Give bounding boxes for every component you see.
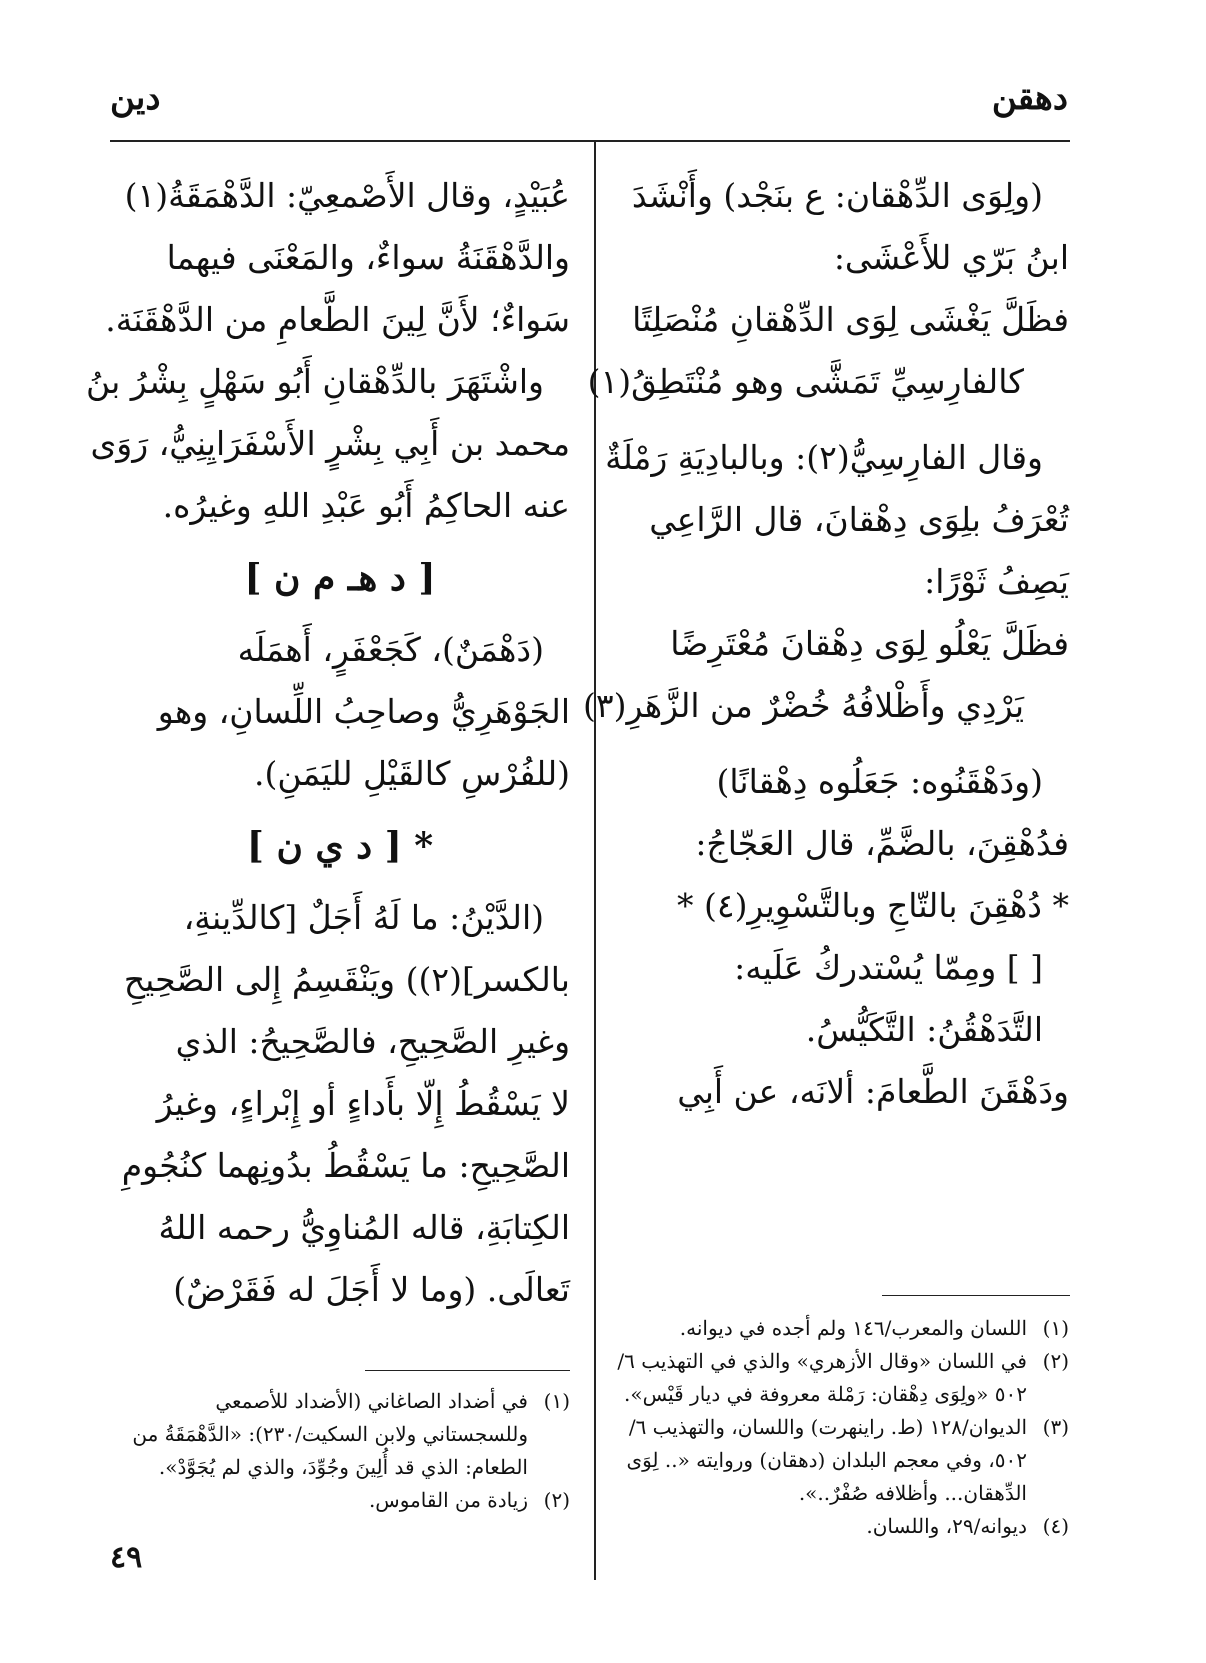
- running-header-right: دهقن: [991, 78, 1068, 118]
- footnote: [110, 1385, 570, 1484]
- text-line: [ ] ومِمّا يُسْتدركُ عَلَيه:: [734, 948, 1043, 987]
- footnote-text: زيادة من القاموس.: [368, 1488, 528, 1512]
- text-line: لا يَسْقُطُ إِلّا بأَداءٍ أو إِبْراءٍ، وغيرُ: [156, 1084, 570, 1123]
- right-column: [583, 165, 1069, 1123]
- footnote-number: (٢): [543, 1488, 570, 1512]
- footnotes-right: [614, 1312, 1069, 1543]
- text-line: الجَوْهَرِيُّ وصاحِبُ اللِّسانِ، وهو: [157, 692, 570, 731]
- footnote: [110, 1484, 570, 1517]
- verse-line: كالفارِسِيِّ تَمَشَّى وهو مُنْتَطِقُ(١): [587, 362, 1024, 401]
- text-line: بالكسر](٢)) ويَنْقَسِمُ إِلى الصَّحِيحِ: [123, 960, 570, 999]
- text-line: تَعالَى. (وما لا أَجَلَ له فَقَرْضٌ): [173, 1270, 570, 1309]
- footnote-text: ديوانه/٢٩، واللسان.: [866, 1514, 1027, 1538]
- footnote: [614, 1411, 1069, 1510]
- text-line: والدَّهْقَنَةُ سواءٌ، والمَعْنَى فيهما: [166, 238, 570, 277]
- footnote-number: (٢): [1042, 1349, 1069, 1373]
- text-line: فدُهْقِنَ، بالضَّمِّ، قال العَجّاجُ:: [695, 824, 1069, 863]
- text-line: الكِتابَةِ، قاله المُناوِيُّ رحمه اللهُ: [158, 1208, 570, 1247]
- footnote-text: الديوان/١٢٨ (ط. راينهرت) واللسان، والتهذيب ٦/ ٥٠٢، وفي معجم البلدان (دهقان) وروايته «.. لِوَى الدِّهقان... وأظلافه صُفْرٌ..».: [626, 1415, 1027, 1505]
- text-line: الصَّحِيحِ: ما يَسْقُطُ بدُونِهما كنُجُومِ: [121, 1146, 570, 1185]
- footnote-number: (١): [543, 1389, 570, 1413]
- text-line: (الدَّيْنُ: ما لَهُ أَجَلٌ [كالدِّينةِ،: [183, 898, 544, 937]
- left-column: [86, 165, 570, 1321]
- header-rule: [110, 140, 1070, 142]
- entry-heading-dayn: * [ د ي ن ]: [246, 825, 434, 867]
- footnote-number: (٣): [1042, 1415, 1069, 1439]
- text-line: (دَهْمَنٌ)، كَجَعْفَرٍ، أَهمَلَه: [237, 630, 544, 669]
- text-line: (ودَهْقَنُوه: جَعَلُوه دِهْقانًا): [716, 762, 1043, 801]
- footnotes-left: [110, 1385, 570, 1517]
- footnote: [614, 1510, 1069, 1543]
- entry-heading-dahman: [ د هـ م ن ]: [244, 557, 436, 599]
- verse-line: يَرْدِي وأَظْلافُهُ خُضْرٌ من الزَّهَرِ(٣): [583, 686, 1024, 725]
- footnote-text: في اللسان «وقال الأزهري» والذي في التهذيب ٦/ ٥٠٢ «ولِوَى دِهْقان: رَمْلة معروفة في ديار قَيْس».: [617, 1349, 1027, 1406]
- verse-line: فظَلَّ يَعْلُو لِوَى دِهْقانَ مُعْتَرِضًا: [670, 624, 1069, 663]
- text-line: يَصِفُ ثَوْرًا:: [924, 562, 1069, 601]
- text-line: (ولِوَى الدِّهْقان: ع بنَجْد) وأَنْشَدَ: [631, 176, 1043, 215]
- running-header-left: دين: [110, 78, 161, 118]
- rajaz-verse: * دُهْقِنَ بالتّاجِ وبالتَّسْوِيرِ(٤) *: [676, 886, 1069, 925]
- text-line: وقال الفارِسِيُّ(٢): وبالبادِيَةِ رَمْلَةٌ: [605, 438, 1043, 477]
- footnote: [614, 1312, 1069, 1345]
- footnote-rule-left: [365, 1370, 570, 1371]
- text-line: تُعْرَفُ بلِوَى دِهْقانَ، قال الرَّاعِي: [649, 500, 1069, 539]
- footnote-text: اللسان والمعرب/١٤٦ ولم أجده في ديوانه.: [679, 1316, 1027, 1340]
- text-line: وغيرِ الصَّحِيحِ، فالصَّحِيحُ: الذي: [175, 1022, 570, 1061]
- footnote-number: (٤): [1042, 1514, 1069, 1538]
- text-line: عنه الحاكِمُ أَبُو عَبْدِ اللهِ وغيرُه.: [162, 486, 570, 525]
- footnote-number: (١): [1042, 1316, 1069, 1340]
- text-line: ابنُ بَرّي للأَعْشَى:: [833, 238, 1069, 277]
- text-line: واشْتَهَرَ بالدِّهْقانِ أَبُو سَهْلٍ بِشْرُ بنُ: [86, 362, 544, 401]
- text-line: التَّدَهْقُنُ: التَّكَيُّسُ.: [805, 1010, 1043, 1049]
- footnote: [614, 1345, 1069, 1411]
- text-line: (للفُرْسِ كالقَيْلِ لليَمَنِ).: [254, 754, 570, 793]
- text-line: سَواءٌ؛ لأَنَّ لِينَ الطَّعامِ من الدَّهْقَنَة.: [105, 300, 570, 339]
- footnote-rule-right: [882, 1295, 1070, 1296]
- text-line: محمد بن أَبِي بِشْرٍ الأَسْفَرَايِنِيُّ، رَوَى: [90, 424, 570, 463]
- footnote-text: في أضداد الصاغاني (الأضداد للأصمعي وللسجستاني ولابن السكيت/٢٣٠): «الدَّهْمَقَةُ من الطعام: الذي قد أُلِينَ وجُوِّدَ، والذي لم يُجَوَّدْ».: [132, 1389, 528, 1479]
- text-line: ودَهْقَنَ الطَّعامَ: ألانَه، عن أَبِي: [677, 1072, 1069, 1111]
- text-line: عُبَيْدٍ، وقال الأَصْمعِيّ: الدَّهْمَقَةُ(١): [124, 176, 570, 215]
- page-number: ٤٩: [110, 1540, 143, 1575]
- verse-line: فظَلَّ يَغْشَى لِوَى الدِّهْقانِ مُنْصَلِتًا: [632, 300, 1069, 339]
